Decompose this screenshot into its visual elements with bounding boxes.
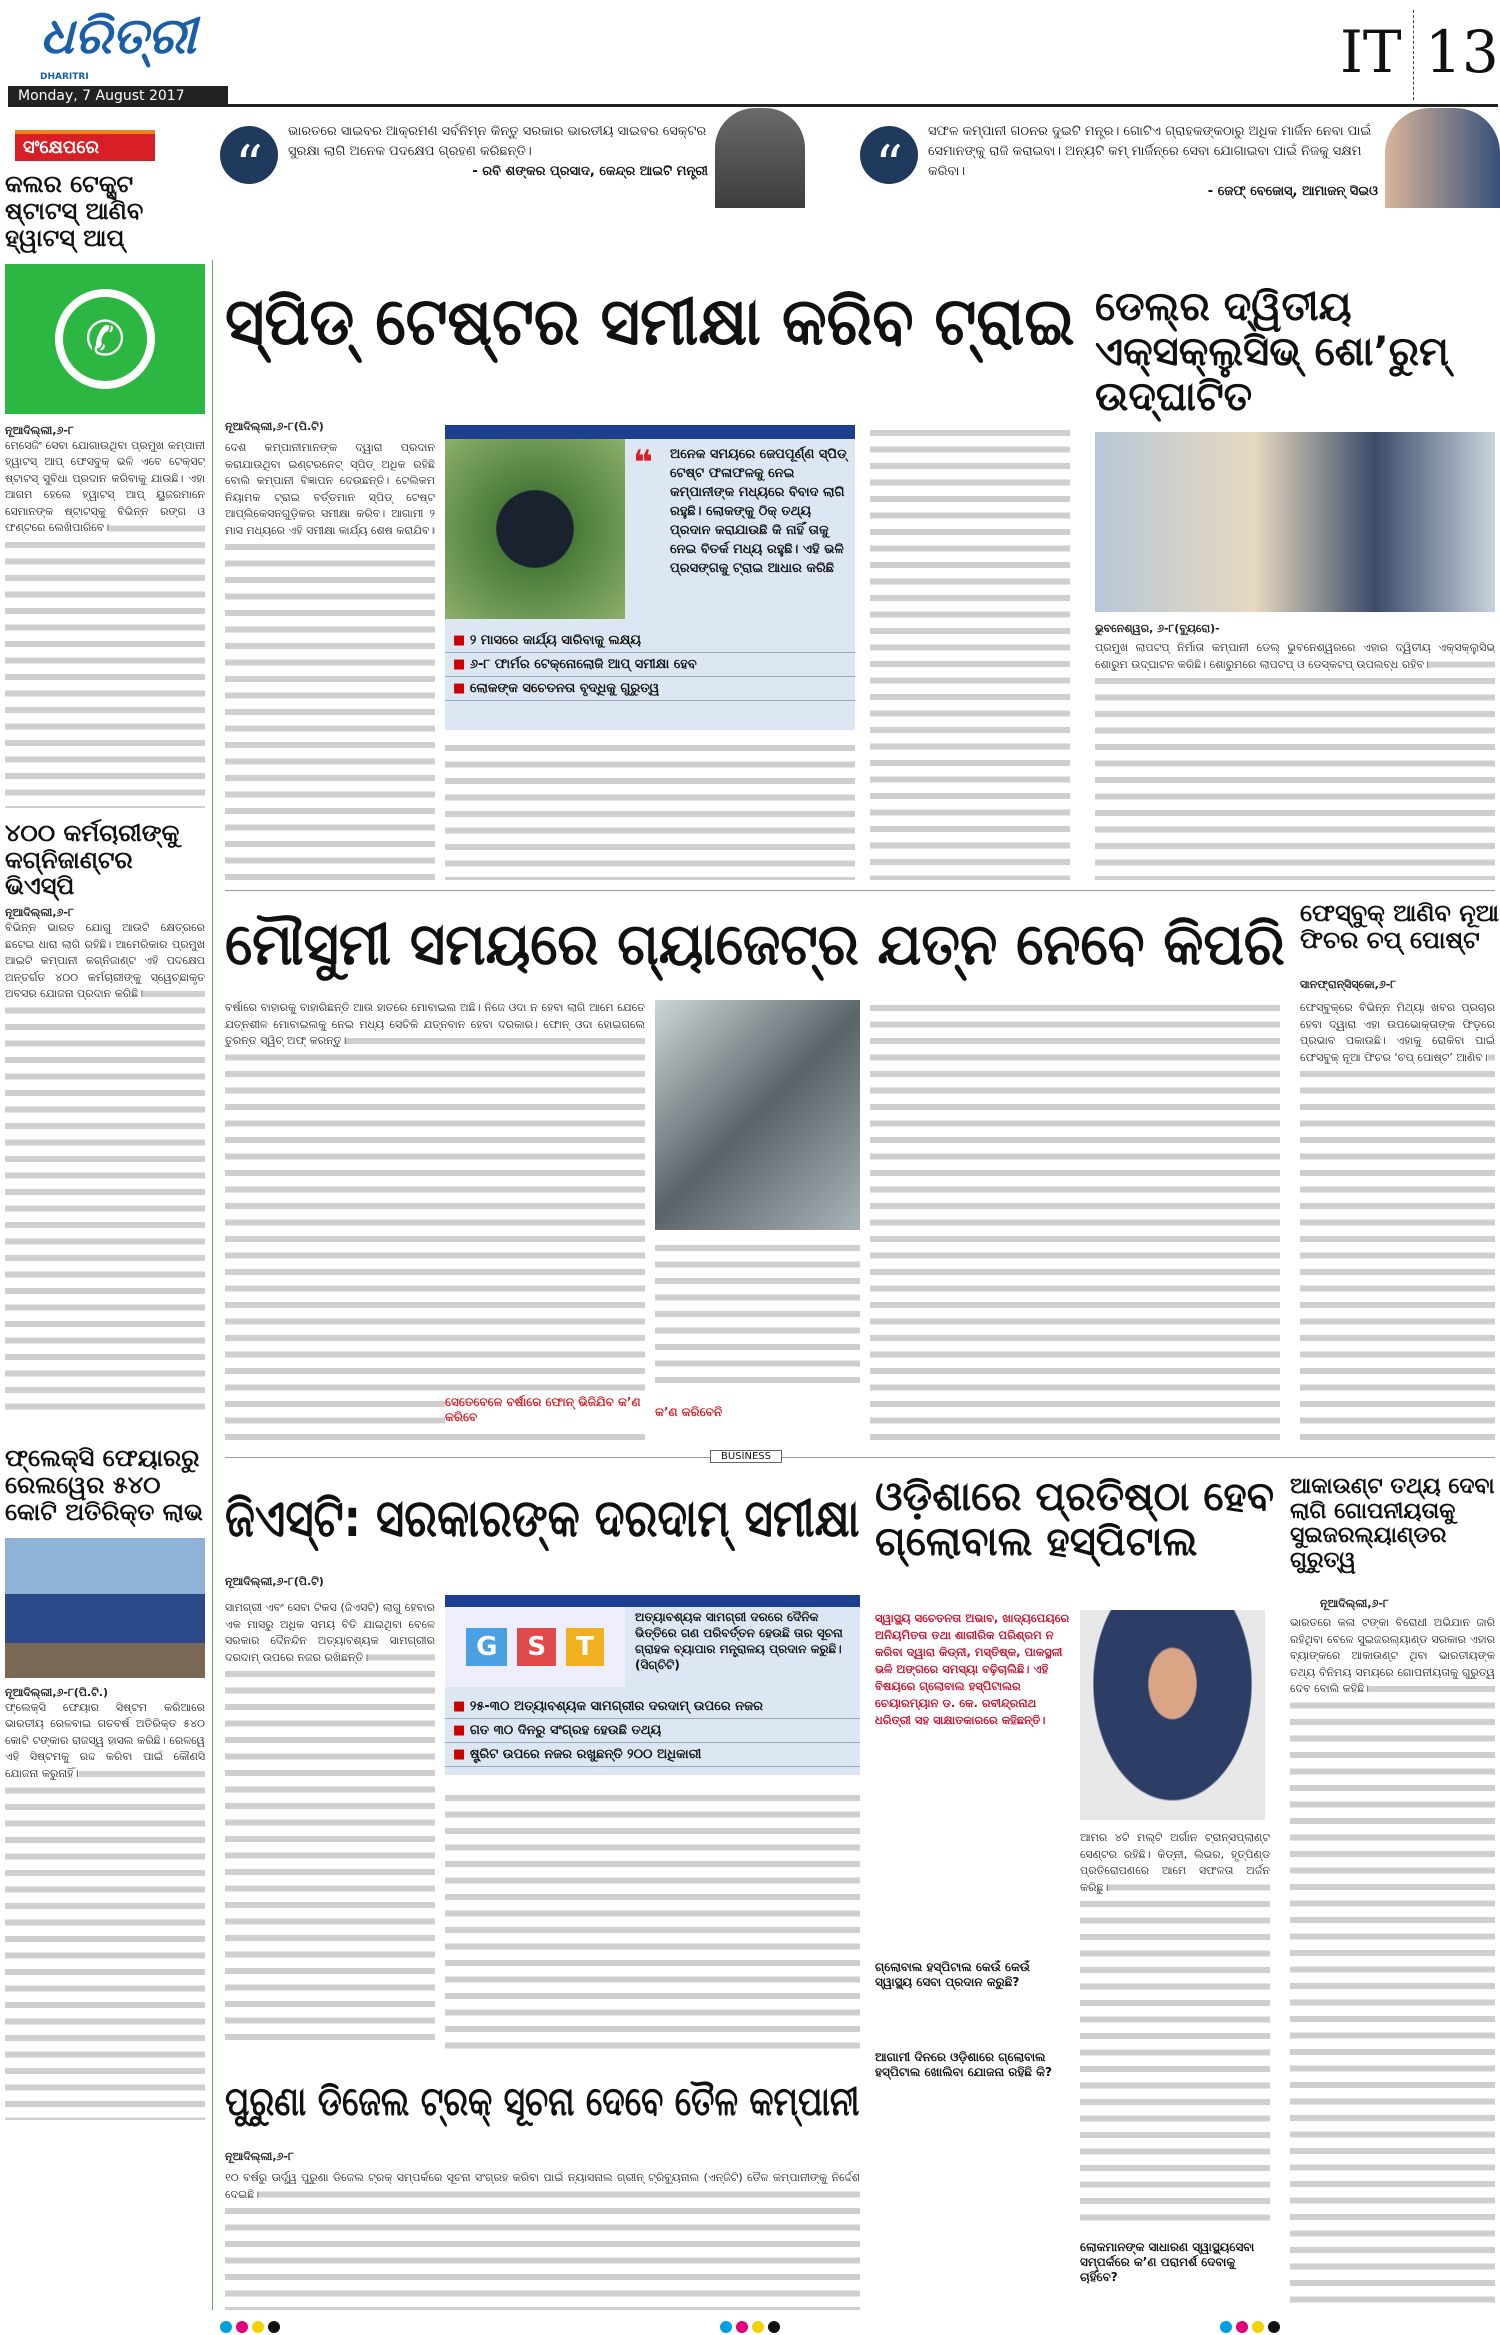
quote-2: “ ସଫଳ କମ୍ପାନୀ ଗଠନର ଦୁଇଟି ମନ୍ତ୍ର। ଗୋଟିଏ ଗ୍ରାହକଙ୍କଠାରୁ ଅଧିକ ମାର୍ଜିନ ନେବା ପାଇଁ ସେମାନଙ୍କୁ ରାଜି କରାଇବା। ଅନ୍ୟଟି କମ୍ ମାର୍ଜିନ୍‌ରେ ସେବା ଯୋଗାଇବା ପାଇଁ ନିଜକୁ ସକ୍ଷମ କରିବା। - ଜେଫ୍ ବେଜୋସ୍, ଆମାଜନ୍ ସିଇଓ: [860, 118, 1380, 258]
logo: ଧରିତ୍ରୀ: [40, 7, 197, 65]
gadget-headline: ମୌସୁମୀ ସମୟରେ ଗ୍ୟାଜେଟ୍‌ର ଯତ୍ନ ନେବେ କିପରି: [225, 910, 1285, 978]
print-registration-bar: [0, 2318, 1500, 2335]
gst-infobox: G S T ଅତ୍ୟାବଶ୍ୟକ ସାମଗ୍ରୀ ଦରରେ ଦୈନିକ ଭିତ୍ତିରେ ଗଣ ପରିବର୍ତ୍ତନ ହେଉଛି ତାର ସୂଚନା ଗ୍ରାହକ ବ୍ୟାପାର ମନ୍ତ୍ରାଳୟ ପ୍ରଦାନ କରୁଛି।(ସିଗ୍‌ଚିଟି) ■ ୨୫-୩୦ ଅତ୍ୟାବଶ୍ୟକ ସାମଗ୍ରୀର ଦରଦାମ୍ ଉପରେ ନଜର ■ ଗତ ୩୦ ଦିନରୁ ସଂଗ୍ରହ ହେଉଛି ତଥ୍ୟ ■ ଷ୍ଟ୍ରିଟ ଉପରେ ନଜର ରଖୁଛନ୍ତି ୨୦୦ ଅଧିକାରୀ: [445, 1595, 860, 1775]
quote-1: “ ଭାରତରେ ସାଇବର ଆକ୍ରମଣ ସର୍ବନିମ୍ନ କିନ୍ତୁ ସରକାର ଭାରତୀୟ ସାଇବର ସେକ୍ଟର ସୁରକ୍ଷା ଲାଗି ଅନେକ ପଦକ୍ଷେପ ଗ୍ରହଣ କରିଛନ୍ତି। - ରବି ଶଙ୍କର ପ୍ରସାଦ, କେନ୍ଦ୍ର ଆଇଟି ମନ୍ତ୍ରୀ: [220, 118, 710, 258]
color-dots: [720, 2321, 780, 2333]
logo-subtitle: DHARITRI: [40, 72, 89, 82]
doctor-photo: [1080, 1610, 1265, 1820]
main-infobox: ❝ ଅନେକ ସମୟରେ ଜେପପୂର୍ଣ୍ଣ ସ୍ପିଡ୍ ଟେଷ୍ଟ ଫଳାଫଳକୁ ନେଇ କମ୍ପାନୀଙ୍କ ମଧ୍ୟରେ ବିବାଦ ଲାଗି ରହୁଛି। ଲୋକଙ୍କୁ ଠିକ୍ ତଥ୍ୟ ପ୍ରଦାନ କରାଯାଉଛି କି ନାହିଁ ତାକୁ ନେଇ ବିତର୍କ ମଧ୍ୟ ରହୁଛି। ଏହି ଭଳି ପ୍ରସଙ୍ଗକୁ ଟ୍ରାଇ ଆଧାର କରିଛି ■ ୨ ମାସରେ କାର୍ଯ୍ୟ ସାରିବାକୁ ଲକ୍ଷ୍ୟ ■ ୬-୮ ଫାର୍ମର ଟେକ୍ନୋଲୋଜି ଆପ୍ ସମୀକ୍ଷା ହେବ ■ ଲୋକଙ୍କ ସଚେତନତା ବୃଦ୍ଧିକୁ ଗୁରୁତ୍ୱ: [445, 425, 855, 730]
brief-label: ସଂକ୍ଷେପରେ: [15, 130, 155, 161]
quote-mark-icon: ❝: [633, 443, 653, 483]
gst-headline: ଜିଏସ୍‌ଟି: ସରକାରଙ୍କ ଦରଦାମ୍ ସମୀକ୍ଷା: [225, 1489, 860, 1549]
hospital-headline: ଓଡ଼ିଶାରେ ପ୍ରତିଷ୍ଠା ହେବ ଗ୍ଲୋବାଲ ହସ୍‌ପିଟାଲ: [875, 1475, 1275, 1565]
gst-blocks-image: G S T: [445, 1607, 625, 1687]
dell-showroom-photo: [1095, 432, 1495, 612]
minister-photo: [715, 108, 805, 208]
bezos-photo: [1385, 108, 1500, 208]
quote-mark-icon: “: [220, 126, 278, 184]
quote-mark-icon: “: [860, 126, 918, 184]
page-number: 13: [1425, 18, 1499, 86]
color-dots: [1220, 2321, 1280, 2333]
whatsapp-icon: ✆: [5, 264, 205, 414]
section-label: IT: [1340, 18, 1402, 86]
color-dots: [220, 2321, 280, 2333]
train-photo: [5, 1538, 205, 1678]
wet-phone-photo: [655, 1000, 860, 1230]
business-label: BUSINESS: [710, 1450, 782, 1463]
diesel-headline: ପୁରୁଣା ଡିଜେଲ ଟ୍ରକ୍ ସୂଚନା ଦେବେ ତୈଳ କମ୍ପାନୀ: [225, 2079, 860, 2125]
date-bar: Monday, 7 August 2017: [8, 86, 228, 106]
masthead: [0, 0, 1500, 110]
main-headline: ସ୍ପିଡ୍ ଟେଷ୍ଟର ସମୀକ୍ଷା କରିବ ଟ୍ରାଇ: [225, 283, 1075, 360]
facebook-headline: ଫେସ୍‌ବୁକ୍ ଆଣିବ ନୂଆ ଫିଚର ଚପ୍ ପୋଷ୍ଟ: [1300, 900, 1500, 954]
brief-column: ସଂକ୍ଷେପରେ କଲର ଟେକ୍ସ୍ଟ ଷ୍ଟାଟସ୍ ଆଣିବ ହ୍ୱାଟସ୍ ଆପ୍ ✆ ନୂଆଦିଲ୍ଲୀ,୬-୮ ମେସେଜିଂ ସେବା ଯୋଗାଉଥିବା ପ୍ରମୁଖ କମ୍ପାନୀ ହ୍ୱାଟସ୍ ଆପ୍ ଫେସବୁକ୍ ଭଳି ଏବେ ଟେକ୍ସଟ୍ ଷ୍ଟାଟସ୍ ସୁବିଧା ପ୍ରଦାନ କରିବାକୁ ଯାଉଛି। ଏହା ଆଗମ ହେଲେ ହ୍ୱାଟସ୍ ଆପ୍ ୟୁଜରମାନେ ସେମାନଙ୍କ ଷ୍ଟାଟସ୍‌କୁ ବିଭିନ୍ନ ରଙ୍ଗ ଓ ଫଣ୍ଟରେ ଲେଖିପାରିବେ। ୪୦୦ କର୍ମଚାରୀଙ୍କୁ କଗ୍‌ନିଜାଣ୍ଟର ଭିଏସ୍‌ପି ନୂଆଦିଲ୍ଲୀ,୬-୮ ବିଭିନ୍ନ ଭାରତ ଯୋଗୁ ଆଉଟି କ୍ଷେତ୍ରରେ ଛଟେଇ ଧାରା ଲାଗି ରହିଛି। ଆମେରିକାର ପ୍ରମୁଖ ଆଇଟି କମ୍ପାନୀ କଗ୍‌ନିଜାଣ୍ଟ ଏହି ପଦକ୍ଷେପ ଅନ୍ତର୍ଗତ ୪୦୦ କର୍ମଚାରୀଙ୍କୁ ସ୍ୱେଚ୍ଛାକୃତ ଅବସର ଯୋଜନା ପ୍ରଦାନ କରିଛି। ଫ୍ଲେକ୍ସି ଫେୟାରରୁ ରେଲୱେର ୫୪୦ କୋଟି ଅତିରିକ୍ତ ଲାଭ ନୂଆଦିଲ୍ଲୀ,୬-୮(ପି.ଟି.) ଫ୍ଲେକ୍ସି ଫେୟାର ସିଷ୍ଟମ କରିଆରେ ଭାରତୀୟ ରେଳବାଇ ଗତବର୍ଷ ଅତିରିକ୍ତ ୫୪୦ କୋଟି ଟଙ୍କାର ରାଜସ୍ୱ ହାସଲ କରିଛି। ରେଳୱେ ଏହି ସିଷ୍ଟମକୁ ରଦ୍ଦ କରିବା ପାଇଁ କୌଣସି ଯୋଜନା କରୁନାହିଁ।: [5, 130, 205, 2310]
dell-headline: ଡେଲ୍‌ର ଦ୍ୱିତୀୟ ଏକ୍ସକ୍ଲୁସିଭ୍ ଶୋ’ରୁମ୍ ଉଦ୍‌ଘାଟିତ: [1095, 285, 1449, 420]
speedtest-phone-photo: [445, 439, 625, 619]
swiss-headline: ଆକାଉଣ୍ଟ ତଥ୍ୟ ଦେବା ଲାଗି ଗୋପନୀୟତାକୁ ସୁଇଜରଲ୍ୟାଣ୍ଡର ଗୁରୁତ୍ୱ: [1290, 1475, 1495, 1573]
